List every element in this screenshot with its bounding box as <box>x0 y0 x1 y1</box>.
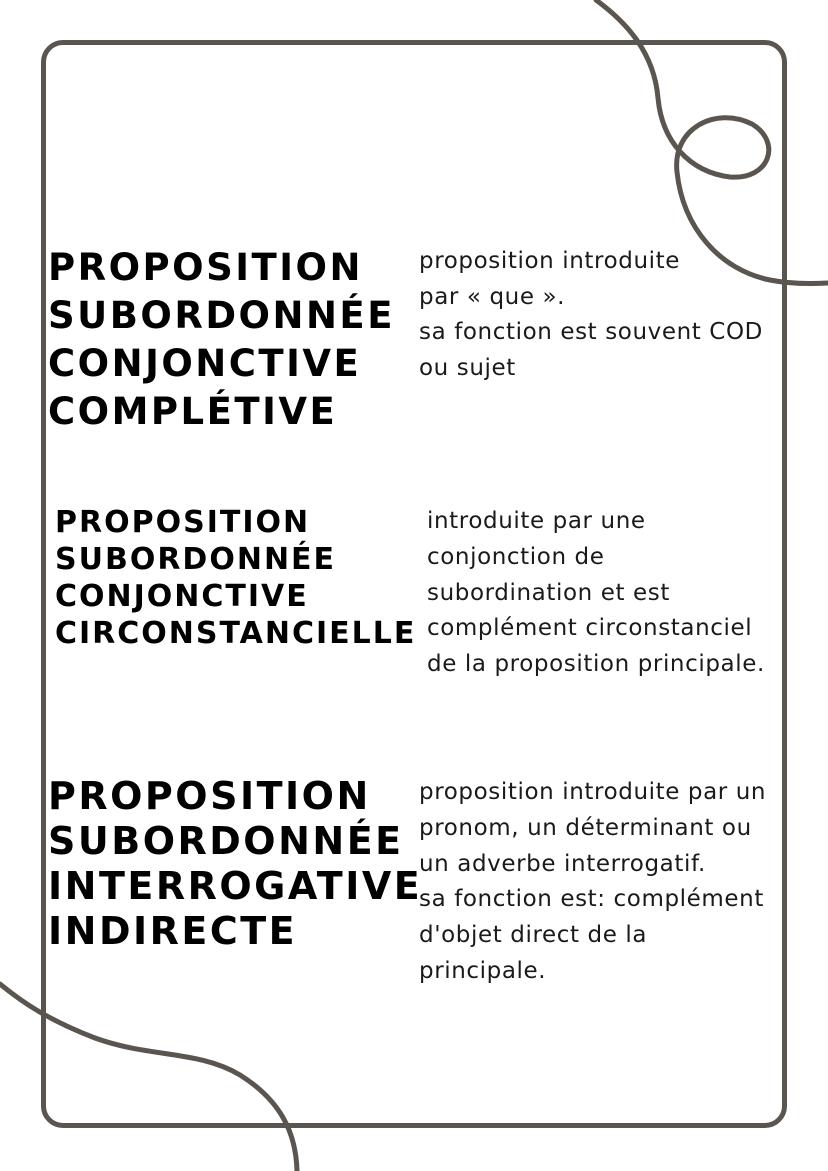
term-completive: PROPOSITION SUBORDONNÉE CONJONCTIVE COMPLÉTIVE <box>48 246 395 433</box>
definition-interrogative-indirecte: proposition introduite par un pronom, un déterminant ou un adverbe interrogatif. sa fonction est: complément d'objet direct de la principale. <box>419 779 767 984</box>
definition-circonstancielle: introduite par une conjonction de subordination et est complément circonstanciel de la proposition principale. <box>427 508 765 678</box>
term-interrogative-indirecte: PROPOSITION SUBORDONNÉE INTERROGATIVE INDIRECTE <box>48 774 423 953</box>
term-circonstancielle: PROPOSITION SUBORDONNÉE CONJONCTIVE CIRCONSTANCIELLE <box>55 505 417 651</box>
definition-completive: proposition introduite par « que ». sa fonction est souvent COD ou sujet <box>419 248 763 381</box>
